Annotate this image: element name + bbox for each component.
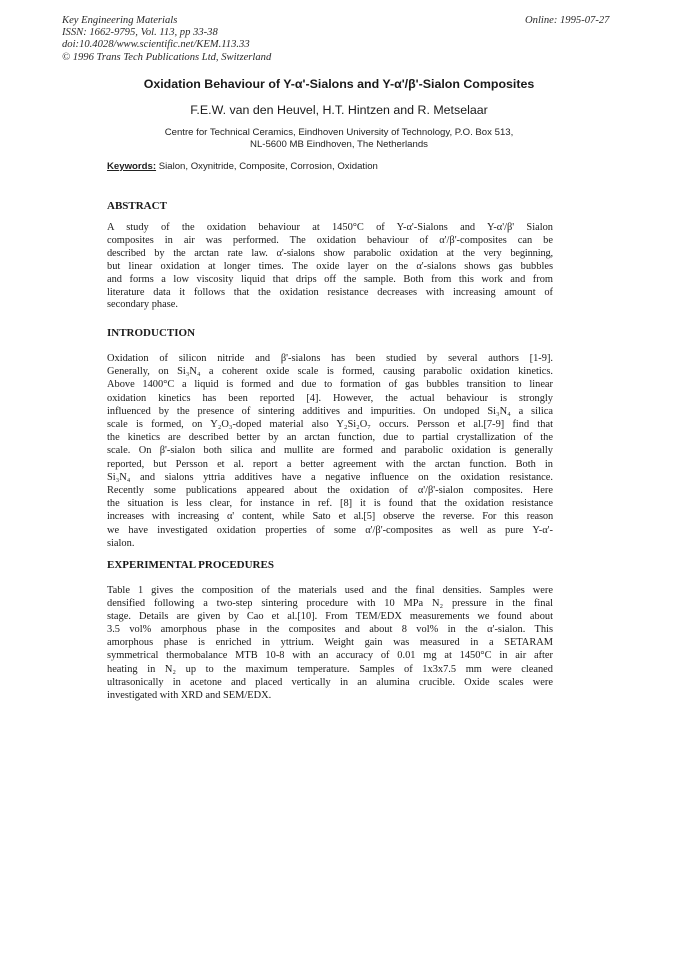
text-line: influenced by the presence of sintering additives and impurities. On undoped Si₃N₄ a silica [107, 405, 553, 417]
issn-line: ISSN: 1662-9795, Vol. 113, pp 33-38 [62, 27, 218, 39]
affiliation-line: Centre for Technical Ceramics, Eindhoven University of Technology, P.O. Box 513, [164, 127, 514, 138]
text-line: Generally, on Si₃N₄ a coherent oxide scale is formed, causing parabolic oxidation kinetics. [107, 366, 553, 378]
journal-name: Key Engineering Materials [62, 15, 178, 26]
text-line: stage. Details are given by Cao et al.[10]. From TEM/EDX measurements we found about [107, 611, 553, 623]
text-line: composites in air was performed. The oxidation behaviour of α'/β'-composites can be [107, 234, 553, 246]
text-line: scale. On β'-sialon both silica and mullite are formed and parabolic oxidation is generally [107, 445, 553, 457]
online-date: Online: 1995-07-27 [525, 15, 610, 26]
text-line: densified following a two-step sintering procedure with 10 MPa N₂ pressure in the final [107, 598, 553, 610]
text-line: heating in N₂ up to the maximum temperature. Samples of 1x3x7.5 mm were cleaned [107, 663, 553, 675]
affiliation [0, 127, 678, 151]
keywords-label: Keywords: [107, 161, 157, 172]
text-line: reported, but Persson et al. report a better agreement with the arctan function. Both in [107, 458, 553, 470]
copyright-line: © 1996 Trans Tech Publications Ltd, Switzerland [62, 51, 272, 63]
text-line: ultrasonically in acetone and placed vertically in an alumina crucible. Oxide scales were [107, 676, 553, 688]
text-line: literature data it follows that the oxidation resistance decreases with increasing amount of [107, 286, 553, 298]
text-line: investigated with XRD and SEM/EDX. [107, 689, 272, 701]
text-line: 3.5 vol% amorphous phase in the composites and about 8 vol% in the α'-sialon. This [107, 624, 553, 636]
introduction-heading: INTRODUCTION [107, 327, 196, 339]
affiliation-line: NL-5600 MB Eindhoven, The Netherlands [250, 139, 428, 150]
paper-authors: F.E.W. van den Heuvel, H.T. Hintzen and R. Metselaar [190, 103, 488, 117]
text-line: increases with increasing α' content, while Sato et al.[5] observe the reverse. For this reason [107, 511, 553, 523]
text-line: symmetrical thermobalance MTB 10-8 with an accuracy of 0.01 mg at 1450°C in air after [107, 650, 553, 662]
text-line: sialon. [107, 537, 135, 549]
paper-title: Oxidation Behaviour of Y-α'-Sialons and Y-α'/β'-Sialon Composites [143, 77, 535, 91]
text-line: and forms a low viscosity liquid that drips off the sample. Both from this work and from [107, 273, 553, 285]
text-line: A study of the oxidation behaviour at 1450°C of Y-α'-Sialons and Y-α'/β' Sialon [107, 222, 553, 233]
text-line: Si₃N₄ and sialons yttria additives have a negative influence on the oxidation resistance. [107, 471, 553, 483]
experimental-heading: EXPERIMENTAL PROCEDURES [107, 559, 274, 571]
text-line: scale is formed, on Y₂O₃-doped material also Y₂Si₂O₇ occurs. Persson et al.[7-9] find that [107, 419, 553, 431]
text-line: described by the arctan rate law. α'-sialons show parabolic oxidation at the very beginning, [107, 247, 553, 259]
text-line: oxidation kinetics has been reported [4]. However, the actual behaviour is strongly [107, 392, 553, 404]
text-line: secondary phase. [107, 299, 178, 311]
abstract-body [107, 222, 553, 312]
text-line: Above 1400°C a liquid is formed and due to formation of gas bubbles transition to linear [107, 379, 553, 391]
text-line: the kinetics are described better by an arctan function, due to partial crystallization of the [107, 432, 553, 444]
keywords [107, 161, 378, 172]
journal-header [62, 15, 271, 64]
text-line: we have investigated oxidation properties of some α'/β'-composites as well as pure Y-α'- [107, 524, 553, 536]
text-line: but linear oxidation at longer times. The oxide layer on the α'-sialons shows gas bubbles [107, 260, 553, 272]
text-line: Recently some publications appeared about the oxidation of α'/β'-sialon composites. Here [107, 485, 553, 497]
text-line: Oxidation of silicon nitride and β'-sialons has been studied by several authors [1-9]. [107, 353, 553, 364]
experimental-body [107, 584, 553, 702]
text-line: the situation is less clear, for instance in ref. [8] it is found that the oxidation resistance [107, 498, 553, 510]
keywords-text: Sialon, Oxynitride, Composite, Corrosion, Oxidation [158, 161, 378, 172]
text-line: amorphous phase is enriched in yttrium. Weight gain was measured in a SETARAM [107, 637, 553, 649]
text-line: Table 1 gives the composition of the materials used and the final densities. Samples were [107, 585, 553, 596]
abstract-heading: ABSTRACT [107, 200, 167, 212]
doi-line: doi:10.4028/www.scientific.net/KEM.113.33 [62, 39, 250, 51]
introduction-body [107, 352, 553, 550]
